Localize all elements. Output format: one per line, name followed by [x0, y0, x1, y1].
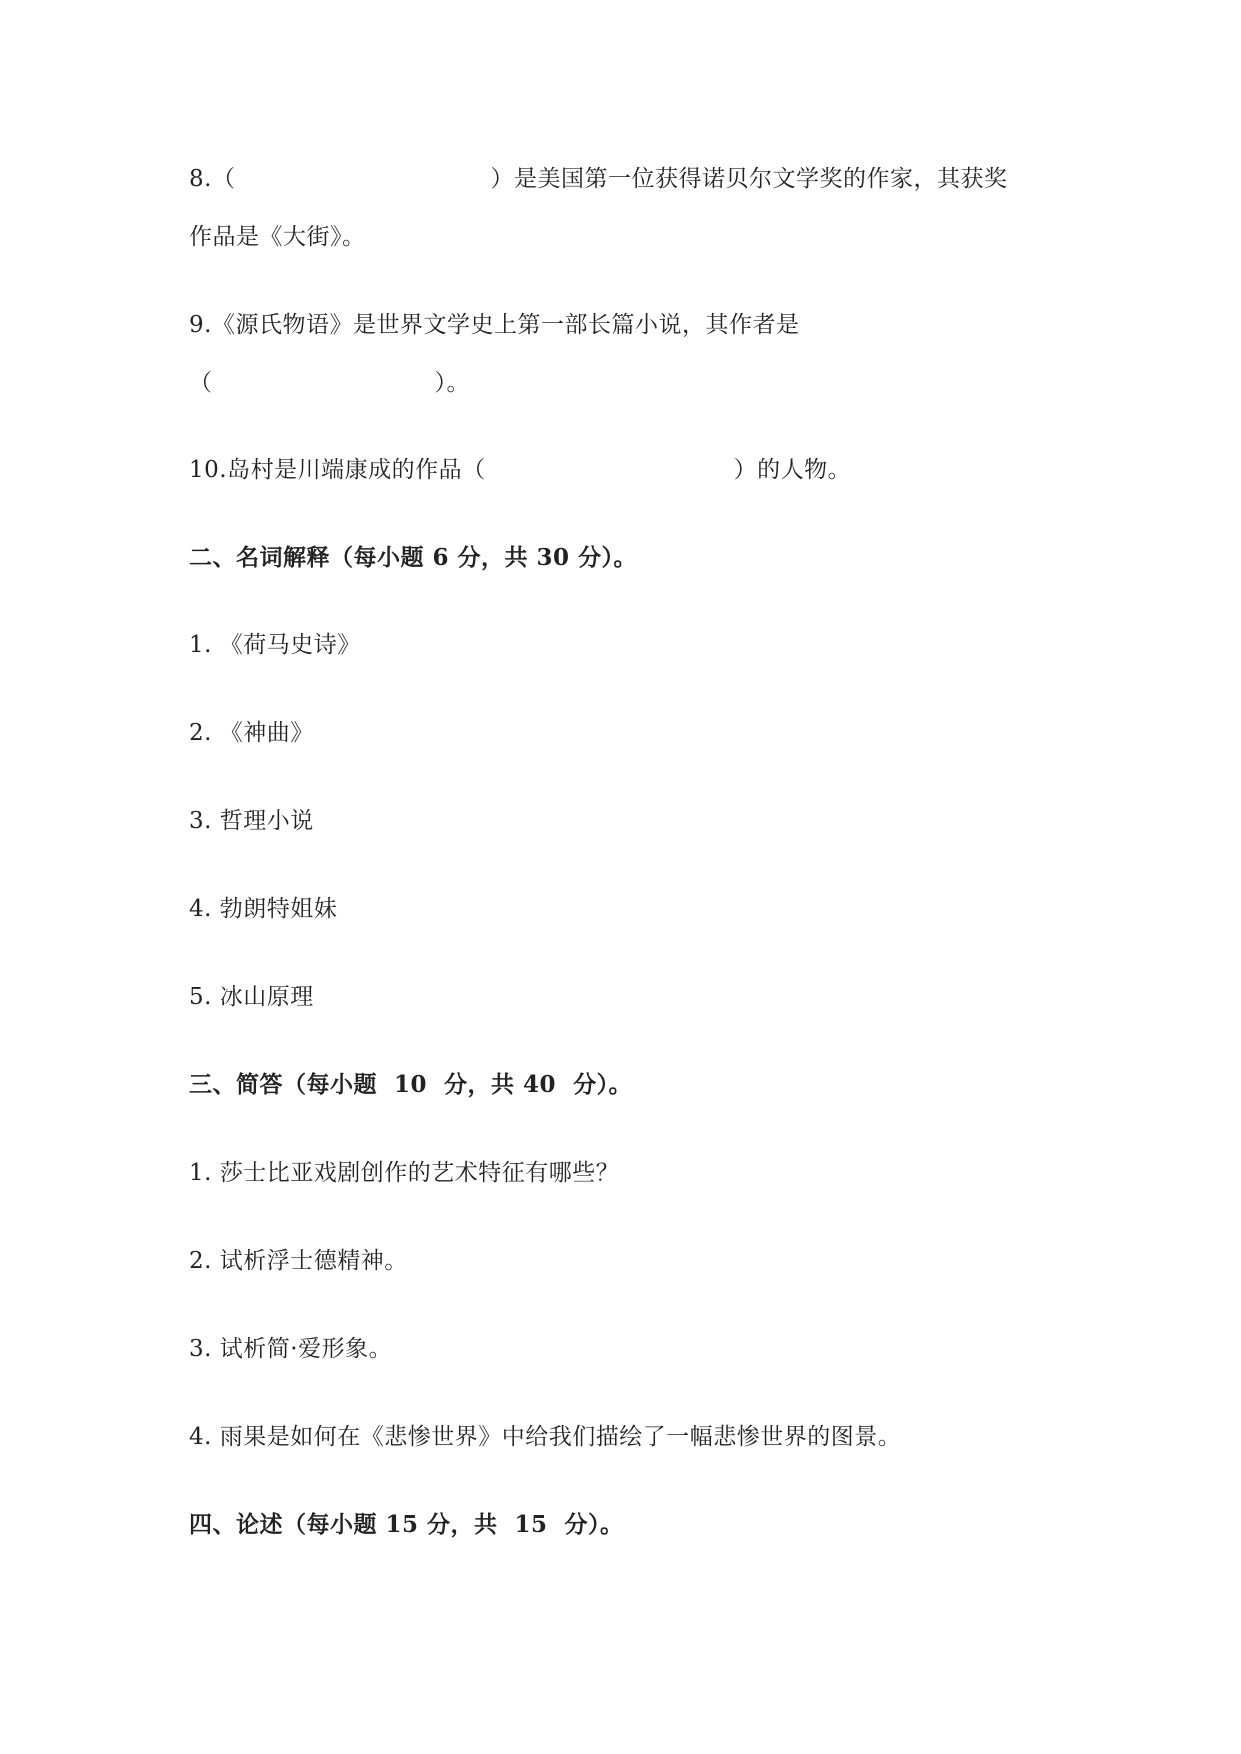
section-3-heading: 三、简答（每小题 10 分，共 40 分）。 [189, 1071, 633, 1098]
section-2-item-3: 3. 哲理小说 [189, 808, 314, 834]
question-9-line1: 9.《源氏物语》是世界文学史上第一部长篇小说，其作者是 [189, 312, 800, 338]
question-10 [189, 455, 851, 485]
question-9-close-paren: ）。 [434, 370, 470, 396]
section-2-heading: 二、名词解释（每小题 6 分，共 30 分）。 [189, 544, 638, 571]
question-8-text: 是美国第一位获得诺贝尔文学奖的作家，其获奖 [513, 166, 1008, 192]
section-2-item-2: 2. 《神曲》 [189, 720, 314, 746]
question-10-text: 10.岛村是川端康成的作品（ [189, 457, 486, 483]
section-3-item-2: 2. 试析浮士德精神。 [189, 1248, 408, 1274]
question-8-close-paren: ） [490, 166, 514, 192]
question-9-line2 [189, 368, 470, 398]
section-2-item-1: 1. 《荷马史诗》 [189, 632, 361, 658]
question-8-number: 8. [189, 166, 212, 192]
section-4-heading: 四、论述（每小题 15 分，共 15 分）。 [189, 1511, 624, 1538]
question-10-close: ）的人物。 [733, 457, 852, 483]
section-3-item-1: 1. 莎士比亚戏剧创作的艺术特征有哪些？ [189, 1160, 620, 1186]
section-2-item-5: 5. 冰山原理 [189, 984, 314, 1010]
question-8-line1 [189, 164, 1007, 194]
question-8-open-paren: （ [211, 166, 236, 192]
section-3-item-4: 4. 雨果是如何在《悲惨世界》中给我们描绘了一幅悲惨世界的图景。 [189, 1424, 902, 1450]
question-8-line2: 作品是《大街》。 [189, 224, 366, 250]
question-9-open-paren: （ [189, 370, 213, 396]
section-2-item-4: 4. 勃朗特姐妹 [189, 896, 338, 922]
section-3-item-3: 3. 试析简·爱形象。 [189, 1336, 393, 1362]
